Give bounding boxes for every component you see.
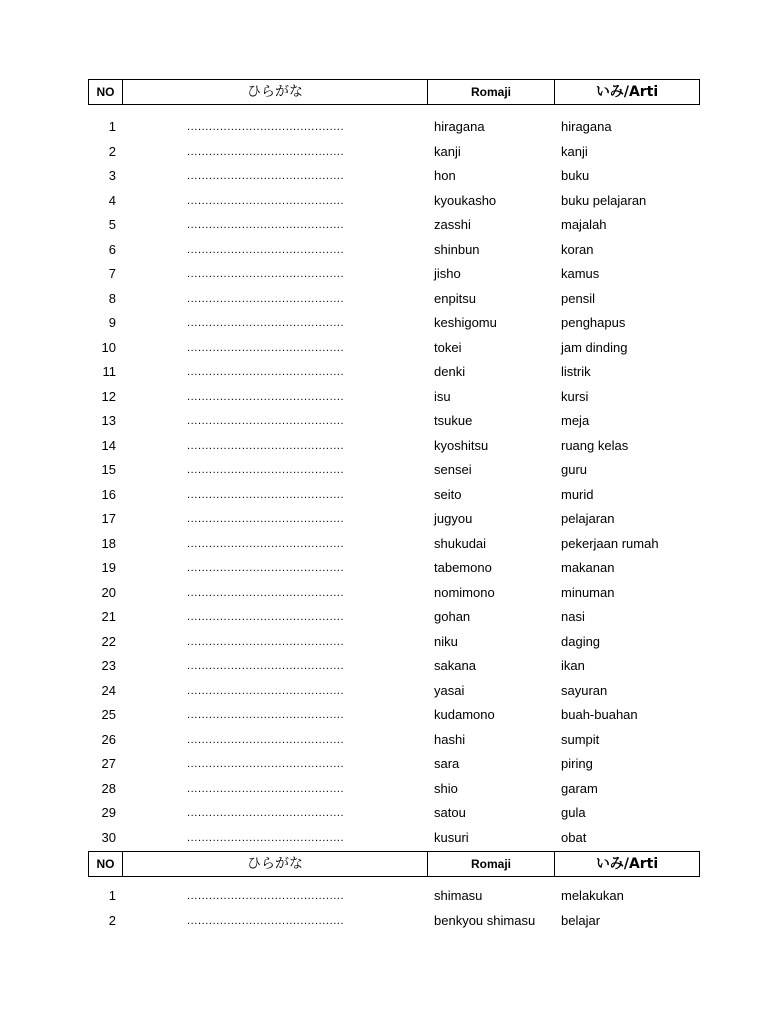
table-row xyxy=(0,800,768,825)
arti-text: sumpit xyxy=(561,731,600,747)
arti-text: piring xyxy=(561,756,593,771)
row-number: 26 xyxy=(101,731,116,747)
romaji-text: hiragana xyxy=(434,119,485,134)
arti-text: meja xyxy=(561,413,590,428)
romaji-text: sensei xyxy=(434,462,472,477)
table-row xyxy=(0,555,768,580)
hiragana-blank: ........................................... xyxy=(187,831,345,844)
arti-text: buku xyxy=(561,168,590,183)
vocab-table-1 xyxy=(0,114,768,849)
header-romaji: Romaji xyxy=(428,80,555,104)
hiragana-blank: ........................................... xyxy=(187,439,345,452)
romaji-text: niku xyxy=(434,633,458,649)
hiragana-blank: ........................................... xyxy=(187,415,345,427)
romaji-text: kudamono xyxy=(434,707,495,722)
romaji-text: kyoshitsu xyxy=(434,437,489,453)
table-row xyxy=(0,908,768,933)
hiragana-blank: ........................................... xyxy=(187,709,345,721)
arti-text: melakukan xyxy=(561,888,624,903)
romaji-text: seito xyxy=(434,486,462,502)
row-number: 13 xyxy=(101,413,116,428)
header-hiragana: ひらがな xyxy=(123,852,428,876)
romaji-text: denki xyxy=(434,364,466,379)
row-number: 27 xyxy=(101,756,116,771)
arti-text: listrik xyxy=(561,364,591,379)
arti-text: penghapus xyxy=(561,315,626,330)
romaji-text: yasai xyxy=(434,682,465,698)
table-row xyxy=(0,261,768,286)
romaji-text: tokei xyxy=(434,339,462,355)
hiragana-blank: ........................................... xyxy=(187,464,345,476)
arti-text: guru xyxy=(561,462,588,477)
arti-text: jam dinding xyxy=(561,339,628,355)
hiragana-blank: ........................................... xyxy=(187,194,345,207)
row-number: 1 xyxy=(108,119,116,134)
table-row xyxy=(0,457,768,482)
hiragana-blank: ........................................... xyxy=(187,513,345,525)
table-row xyxy=(0,678,768,703)
romaji-text: satou xyxy=(434,805,466,820)
table-row xyxy=(0,653,768,678)
hiragana-blank: ........................................... xyxy=(187,684,345,697)
header-no: NO xyxy=(89,80,123,104)
row-number: 4 xyxy=(108,192,116,208)
romaji-text: kusuri xyxy=(434,829,469,845)
hiragana-blank: ........................................... xyxy=(187,807,345,819)
hiragana-blank: ........................................... xyxy=(187,366,345,378)
row-number: 19 xyxy=(101,560,116,575)
row-number: 2 xyxy=(108,912,116,928)
hiragana-blank: ........................................... xyxy=(187,586,345,599)
table-row xyxy=(0,531,768,556)
romaji-text: benkyou shimasu xyxy=(434,912,536,928)
arti-text: hiragana xyxy=(561,119,612,134)
arti-text: kursi xyxy=(561,388,589,404)
row-number: 25 xyxy=(101,707,116,722)
table-row xyxy=(0,212,768,237)
arti-text: garam xyxy=(561,780,598,796)
table-row xyxy=(0,188,768,213)
romaji-text: keshigomu xyxy=(434,315,497,330)
arti-text: gula xyxy=(561,805,586,820)
row-number: 28 xyxy=(101,780,116,796)
row-number: 22 xyxy=(101,633,116,649)
arti-text: koran xyxy=(561,241,594,257)
romaji-text: shimasu xyxy=(434,888,483,903)
romaji-text: zasshi xyxy=(434,217,471,232)
row-number: 11 xyxy=(102,364,116,379)
hiragana-blank: ........................................... xyxy=(187,660,345,672)
table-row xyxy=(0,384,768,409)
arti-text: pelajaran xyxy=(561,511,615,526)
table-row xyxy=(0,286,768,311)
table-row xyxy=(0,825,768,850)
row-number: 5 xyxy=(108,217,116,232)
romaji-text: shinbun xyxy=(434,241,480,257)
table-row xyxy=(0,702,768,727)
table-row xyxy=(0,114,768,139)
row-number: 16 xyxy=(101,486,116,502)
row-number: 10 xyxy=(101,339,116,355)
row-number: 7 xyxy=(108,266,116,281)
header-arti: いみ/Arti xyxy=(595,84,659,100)
row-number: 12 xyxy=(101,388,116,404)
table-row xyxy=(0,776,768,801)
row-number: 30 xyxy=(101,829,116,845)
arti-text: buku pelajaran xyxy=(561,192,647,208)
hiragana-blank: ........................................... xyxy=(187,121,345,133)
romaji-text: nomimono xyxy=(434,584,495,600)
row-number: 1 xyxy=(108,888,116,903)
table-row xyxy=(0,482,768,507)
table-row xyxy=(0,237,768,262)
hiragana-blank: ........................................... xyxy=(187,562,345,574)
row-number: 8 xyxy=(108,290,116,306)
hiragana-blank: ........................................... xyxy=(187,733,345,746)
arti-text: nasi xyxy=(561,609,585,624)
hiragana-blank: ........................................... xyxy=(187,611,345,623)
table-header-2 xyxy=(88,851,700,877)
header-romaji: Romaji xyxy=(428,852,555,876)
table-header xyxy=(88,79,700,105)
hiragana-blank: ........................................... xyxy=(187,170,345,182)
romaji-text: sara xyxy=(434,756,460,771)
table-row xyxy=(0,433,768,458)
table-row xyxy=(0,629,768,654)
romaji-text: kyoukasho xyxy=(434,192,497,208)
arti-text: kanji xyxy=(561,143,588,159)
arti-text: kamus xyxy=(561,266,600,281)
romaji-text: isu xyxy=(434,388,451,404)
arti-text: minuman xyxy=(561,584,615,600)
vocab-table-2 xyxy=(0,883,768,932)
hiragana-blank: ........................................... xyxy=(187,341,345,354)
arti-text: daging xyxy=(561,633,601,649)
table-row xyxy=(0,751,768,776)
table-row xyxy=(0,506,768,531)
hiragana-blank: ........................................... xyxy=(187,145,345,158)
hiragana-blank: ........................................... xyxy=(187,890,345,902)
arti-text: murid xyxy=(561,486,594,502)
table-row xyxy=(0,604,768,629)
row-number: 17 xyxy=(101,511,116,526)
romaji-text: shio xyxy=(434,780,458,796)
romaji-text: hon xyxy=(434,168,456,183)
row-number: 29 xyxy=(101,805,116,820)
table-row xyxy=(0,163,768,188)
arti-text: ruang kelas xyxy=(561,437,629,453)
arti-text: ikan xyxy=(561,658,585,673)
arti-text: majalah xyxy=(561,217,607,232)
table-row xyxy=(0,883,768,908)
row-number: 6 xyxy=(108,241,116,257)
romaji-text: jisho xyxy=(434,266,461,281)
romaji-text: shukudai xyxy=(434,535,487,551)
romaji-text: enpitsu xyxy=(434,290,476,306)
row-number: 24 xyxy=(101,682,116,698)
header-no: NO xyxy=(89,852,123,876)
arti-text: makanan xyxy=(561,560,615,575)
row-number: 20 xyxy=(101,584,116,600)
romaji-text: hashi xyxy=(434,731,466,747)
hiragana-blank: ........................................... xyxy=(187,488,345,501)
row-number: 18 xyxy=(101,535,116,551)
arti-text: belajar xyxy=(561,912,601,928)
table-row xyxy=(0,727,768,752)
arti-text: obat xyxy=(561,829,587,845)
arti-text: pekerjaan rumah xyxy=(561,535,659,551)
row-number: 9 xyxy=(108,315,116,330)
row-number: 21 xyxy=(101,609,116,624)
hiragana-blank: ........................................... xyxy=(187,635,345,648)
hiragana-blank: ........................................... xyxy=(187,537,345,550)
hiragana-blank: ........................................... xyxy=(187,758,345,770)
table-row xyxy=(0,408,768,433)
romaji-text: tsukue xyxy=(434,413,473,428)
romaji-text: kanji xyxy=(434,143,461,159)
header-hiragana: ひらがな xyxy=(123,80,428,104)
row-number: 14 xyxy=(101,437,116,453)
row-number: 3 xyxy=(108,168,116,183)
hiragana-blank: ........................................... xyxy=(187,219,345,231)
romaji-text: gohan xyxy=(434,609,471,624)
hiragana-blank: ........................................... xyxy=(187,243,345,256)
header-arti: いみ/Arti xyxy=(595,856,659,872)
romaji-text: tabemono xyxy=(434,560,492,575)
hiragana-blank: ........................................... xyxy=(187,268,345,280)
romaji-text: sakana xyxy=(434,658,476,673)
row-number: 2 xyxy=(108,143,116,159)
arti-text: sayuran xyxy=(561,682,608,698)
table-row xyxy=(0,310,768,335)
hiragana-blank: ........................................... xyxy=(187,914,345,927)
arti-text: buah-buahan xyxy=(561,707,638,722)
row-number: 23 xyxy=(101,658,116,673)
table-row xyxy=(0,580,768,605)
table-row xyxy=(0,335,768,360)
table-row xyxy=(0,359,768,384)
table-row xyxy=(0,139,768,164)
arti-text: pensil xyxy=(561,290,595,306)
romaji-text: jugyou xyxy=(434,511,473,526)
hiragana-blank: ........................................... xyxy=(187,782,345,795)
row-number: 15 xyxy=(101,462,116,477)
hiragana-blank: ........................................... xyxy=(187,390,345,403)
hiragana-blank: ........................................... xyxy=(187,317,345,329)
hiragana-blank: ........................................... xyxy=(187,292,345,305)
